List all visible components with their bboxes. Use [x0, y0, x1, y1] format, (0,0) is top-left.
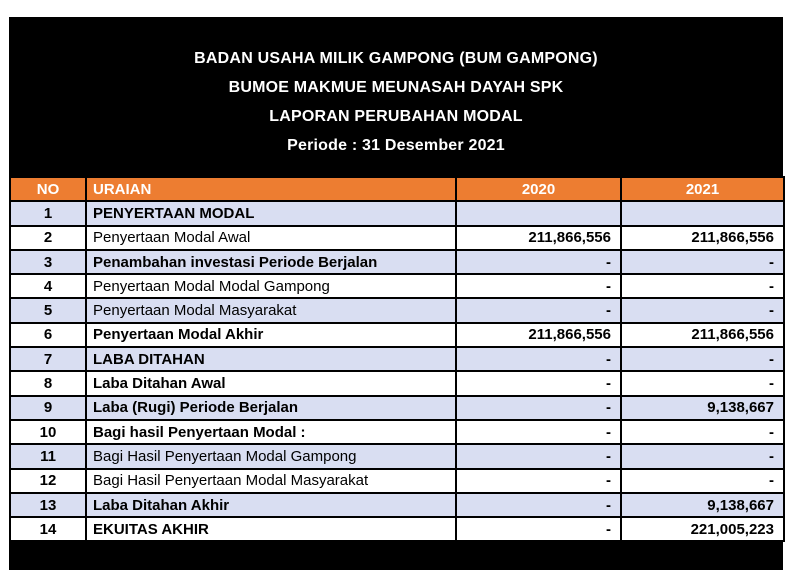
- row-value-2021-cell: -: [621, 274, 784, 298]
- table-row: [10, 298, 784, 322]
- title-line-entity: BUMOE MAKMUE MEUNASAH DAYAH SPK: [228, 79, 564, 96]
- row-label-cell: Bagi Hasil Penyertaan Modal Masyarakat: [86, 469, 456, 493]
- row-label-cell: Laba Ditahan Akhir: [86, 493, 456, 517]
- column-header-uraian: URAIAN: [86, 177, 456, 201]
- row-no-cell: 6: [10, 323, 86, 347]
- row-label-cell: PENYERTAAN MODAL: [86, 201, 456, 225]
- row-label-cell: Penyertaan Modal Masyarakat: [86, 298, 456, 322]
- row-value-2021-cell: 211,866,556: [621, 323, 784, 347]
- row-no-cell: 14: [10, 517, 86, 541]
- table-row: [10, 371, 784, 395]
- row-no-cell: 4: [10, 274, 86, 298]
- report-title-block: [9, 17, 783, 176]
- row-value-2021-cell: -: [621, 371, 784, 395]
- table-row: [10, 250, 784, 274]
- table-header-row: [10, 177, 784, 201]
- row-value-2020-cell: -: [456, 469, 621, 493]
- row-no-cell: 5: [10, 298, 86, 322]
- table-row: [10, 420, 784, 444]
- row-label-cell: Penambahan investasi Periode Berjalan: [86, 250, 456, 274]
- row-no-cell: 11: [10, 444, 86, 468]
- row-value-2020-cell: -: [456, 420, 621, 444]
- row-label-cell: LABA DITAHAN: [86, 347, 456, 371]
- report-sheet: [9, 17, 783, 570]
- row-label-cell: Penyertaan Modal Awal: [86, 226, 456, 250]
- row-value-2020-cell: -: [456, 347, 621, 371]
- row-value-2021-cell: -: [621, 250, 784, 274]
- table-row: [10, 226, 784, 250]
- row-value-2021-cell: 9,138,667: [621, 396, 784, 420]
- table-row: [10, 323, 784, 347]
- column-header-no: NO: [10, 177, 86, 201]
- row-no-cell: 13: [10, 493, 86, 517]
- row-no-cell: 1: [10, 201, 86, 225]
- row-no-cell: 10: [10, 420, 86, 444]
- row-value-2020-cell: -: [456, 444, 621, 468]
- row-value-2020-cell: -: [456, 274, 621, 298]
- row-value-2020-cell: 211,866,556: [456, 226, 621, 250]
- title-line-report-name: LAPORAN PERUBAHAN MODAL: [269, 108, 523, 125]
- table-row: [10, 274, 784, 298]
- row-value-2020-cell: -: [456, 298, 621, 322]
- row-value-2020-cell: -: [456, 493, 621, 517]
- row-no-cell: 7: [10, 347, 86, 371]
- column-header-2020: 2020: [456, 177, 621, 201]
- row-label-cell: EKUITAS AKHIR: [86, 517, 456, 541]
- row-no-cell: 8: [10, 371, 86, 395]
- row-value-2020-cell: -: [456, 396, 621, 420]
- row-value-2021-cell: -: [621, 298, 784, 322]
- title-line-company: BADAN USAHA MILIK GAMPONG (BUM GAMPONG): [194, 50, 598, 67]
- row-no-cell: 2: [10, 226, 86, 250]
- row-value-2021-cell: -: [621, 347, 784, 371]
- row-label-cell: Bagi Hasil Penyertaan Modal Gampong: [86, 444, 456, 468]
- row-value-2021-cell: -: [621, 444, 784, 468]
- table-row: [10, 469, 784, 493]
- row-label-cell: Penyertaan Modal Modal Gampong: [86, 274, 456, 298]
- changes-in-equity-table: [9, 176, 785, 542]
- row-value-2021-cell: [621, 201, 784, 225]
- row-value-2020-cell: -: [456, 371, 621, 395]
- column-header-2021: 2021: [621, 177, 784, 201]
- row-value-2021-cell: 221,005,223: [621, 517, 784, 541]
- row-no-cell: 3: [10, 250, 86, 274]
- table-row: [10, 493, 784, 517]
- row-value-2020-cell: -: [456, 250, 621, 274]
- row-value-2021-cell: 9,138,667: [621, 493, 784, 517]
- row-value-2021-cell: 211,866,556: [621, 226, 784, 250]
- row-label-cell: Bagi hasil Penyertaan Modal :: [86, 420, 456, 444]
- row-value-2020-cell: [456, 201, 621, 225]
- row-label-cell: Penyertaan Modal Akhir: [86, 323, 456, 347]
- row-no-cell: 12: [10, 469, 86, 493]
- row-value-2021-cell: -: [621, 420, 784, 444]
- table-row: [10, 517, 784, 541]
- row-label-cell: Laba Ditahan Awal: [86, 371, 456, 395]
- table-row: [10, 201, 784, 225]
- row-value-2021-cell: -: [621, 469, 784, 493]
- table-row: [10, 347, 784, 371]
- table-row: [10, 396, 784, 420]
- title-line-period: Periode : 31 Desember 2021: [287, 137, 505, 154]
- row-no-cell: 9: [10, 396, 86, 420]
- row-label-cell: Laba (Rugi) Periode Berjalan: [86, 396, 456, 420]
- table-row: [10, 444, 784, 468]
- row-value-2020-cell: -: [456, 517, 621, 541]
- row-value-2020-cell: 211,866,556: [456, 323, 621, 347]
